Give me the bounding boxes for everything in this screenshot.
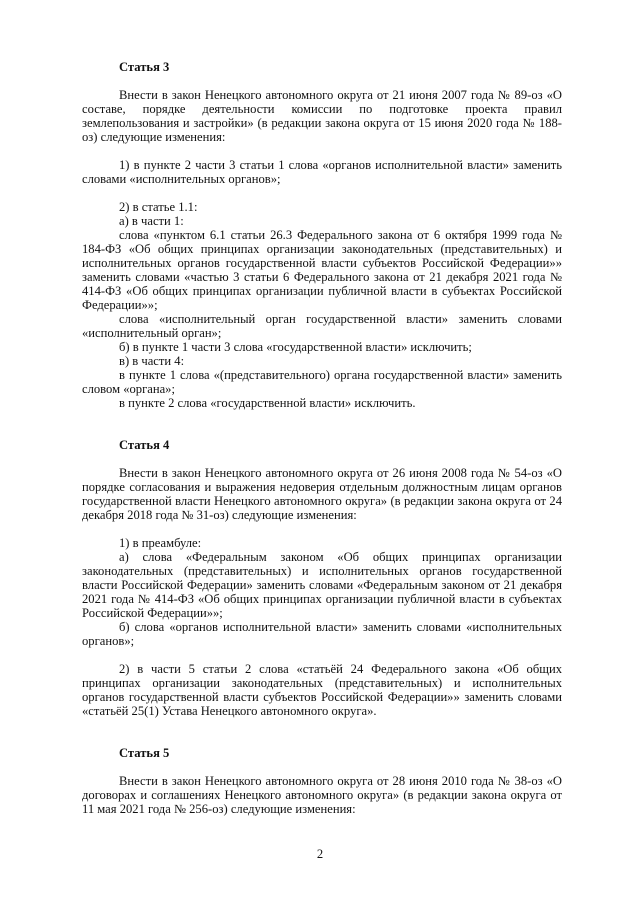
- article-3-title: Статья 3: [119, 60, 170, 74]
- article-3-item-2b: б) в пункте 1 части 3 слова «государственной власти» исключить;: [119, 340, 472, 354]
- article-3-item-2a-text-1: слова «пунктом 6.1 статьи 26.3 Федерального закона от 6 октября 1999 года № 184-ФЗ «Об общих принципах организации законодательных (представительных) и исполнительных органов государственной власти субъектов Российской Федерации»» заменить словами «частью 3 статьи 6 Федерального закона от 21 декабря 2021 года № 414-ФЗ «Об общих принципах организации публичной власти в субъектах Российской Федерации»»;: [82, 228, 562, 312]
- article-4-item-2: 2) в части 5 статьи 2 слова «статьёй 24 Федерального закона «Об общих принципах организации законодательных (представительных) и исполнительных органов государственной власти субъектов Российской Федерации»» заменить словами «статьёй 25(1) Устава Ненецкого автономного округа».: [82, 662, 562, 718]
- article-4-title: Статья 4: [119, 438, 170, 452]
- article-4-item-1b: б) слова «органов исполнительной власти» заменить словами «исполнительных органов»;: [82, 620, 562, 648]
- article-3-item-2c-text-2: в пункте 2 слова «государственной власти» исключить.: [119, 396, 416, 410]
- article-3-item-2a-text-2: слова «исполнительный орган государственной власти» заменить словами «исполнительный орган»;: [82, 312, 562, 340]
- article-3-item-2: 2) в статье 1.1:: [119, 200, 198, 214]
- article-3-item-2a: а) в части 1:: [119, 214, 184, 228]
- article-5-intro: Внести в закон Ненецкого автономного округа от 28 июня 2010 года № 38-оз «О договорах и соглашениях Ненецкого автономного округа» (в редакции закона округа от 11 мая 2021 года № 256-оз) следующие изменения:: [82, 774, 562, 816]
- article-4-item-1a: а) слова «Федеральным законом «Об общих принципах организации законодательных (представительных) и исполнительных органов государственной власти Российской Федерации» заменить словами «Федеральным законом от 21 декабря 2021 года № 414-ФЗ «Об общих принципах организации публичной власти в субъектах Российской Федерации»»;: [82, 550, 562, 620]
- article-3-item-2c-text-1: в пункте 1 слова «(представительного) органа государственной власти» заменить словом «органа»;: [82, 368, 562, 396]
- article-5-title: Статья 5: [119, 746, 170, 760]
- article-3-item-2c: в) в части 4:: [119, 354, 185, 368]
- article-3-intro: Внести в закон Ненецкого автономного округа от 21 июня 2007 года № 89-оз «О составе, порядке деятельности комиссии по подготовке проекта правил землепользования и застройки» (в редакции закона округа от 15 июня 2020 года № 188-оз) следующие изменения:: [82, 88, 562, 144]
- article-4-item-1: 1) в преамбуле:: [119, 536, 202, 550]
- article-3-item-1: 1) в пункте 2 части 3 статьи 1 слова «органов исполнительной власти» заменить словами «исполнительных органов»;: [82, 158, 562, 186]
- page-number: 2: [316, 847, 324, 861]
- article-4-intro: Внести в закон Ненецкого автономного округа от 26 июня 2008 года № 54-оз «О порядке согласования и выражения недоверия отдельным должностным лицам органов государственной власти Ненецкого автономного округа» (в редакции закона округа от 24 декабря 2018 года № 31-оз) следующие изменения:: [82, 466, 562, 522]
